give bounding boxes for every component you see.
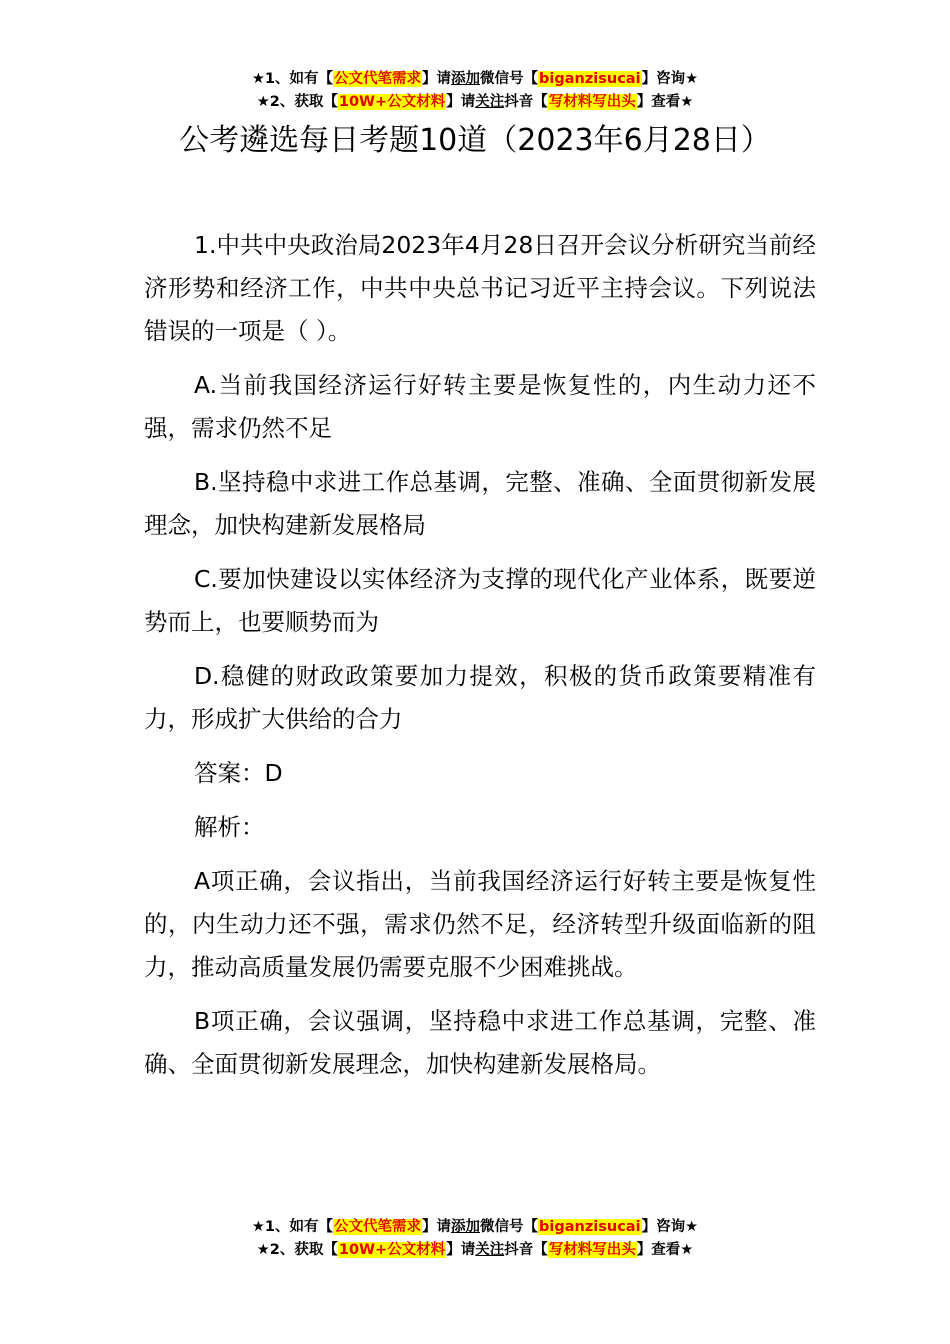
promo-highlight: 10W+公文材料 bbox=[338, 1242, 446, 1258]
promo-text: 】请 bbox=[446, 94, 476, 110]
promo-text: 】请 bbox=[422, 1219, 452, 1235]
promo-text: 】咨询★ bbox=[641, 71, 699, 87]
promo-text: ★1、如有【 bbox=[251, 71, 334, 87]
promo-line-1 bbox=[0, 68, 950, 91]
analysis-a: A项正确，会议指出，当前我国经济运行好转主要是恢复性的，内生动力还不强，需求仍然不足，经济转型升级面临新的阻力，推动高质量发展仍需要克服不少困难挑战。 bbox=[144, 867, 816, 981]
option-c: C.要加快建设以实体经济为支撑的现代化产业体系，既要逆势而上，也要顺势而为 bbox=[144, 565, 816, 636]
promo-underlined-text: 关注 bbox=[475, 1242, 505, 1258]
top-promo-banner bbox=[0, 68, 950, 114]
analysis-heading: 解析： bbox=[194, 813, 265, 841]
promo-highlight: 公文代笔需求 bbox=[334, 1219, 422, 1235]
promo-text: 】查看★ bbox=[636, 94, 694, 110]
promo-text: 抖音【 bbox=[504, 94, 548, 110]
promo-line-2 bbox=[0, 91, 950, 114]
promo-highlight: 写材料写出头 bbox=[548, 1242, 636, 1258]
promo-underlined-text: 添加 bbox=[451, 1219, 481, 1235]
promo-highlight: 写材料写出头 bbox=[548, 94, 636, 110]
promo-text: 微信号【 bbox=[480, 71, 539, 87]
promo-highlight: 10W+公文材料 bbox=[338, 94, 446, 110]
promo-underlined-text: 关注 bbox=[475, 94, 505, 110]
promo-text: ★2、获取【 bbox=[256, 1242, 338, 1258]
promo-text: 】查看★ bbox=[636, 1242, 694, 1258]
promo-line-2 bbox=[0, 1239, 950, 1262]
answer: 答案：D bbox=[194, 759, 283, 787]
bottom-promo-banner bbox=[0, 1216, 950, 1262]
option-d: D.稳健的财政政策要加力提效，积极的货币政策要精准有力，形成扩大供给的合力 bbox=[144, 662, 816, 733]
promo-text: ★1、如有【 bbox=[251, 1219, 334, 1235]
promo-text: 微信号【 bbox=[480, 1219, 539, 1235]
promo-text: 】请 bbox=[446, 1242, 476, 1258]
promo-highlight: biganzisucai bbox=[539, 1219, 641, 1235]
option-a: A.当前我国经济运行好转主要是恢复性的，内生动力还不强，需求仍然不足 bbox=[144, 371, 816, 442]
analysis-b: B项正确，会议强调，坚持稳中求进工作总基调，完整、准确、全面贯彻新发展理念，加快构建新发展格局。 bbox=[144, 1007, 816, 1078]
option-b: B.坚持稳中求进工作总基调，完整、准确、全面贯彻新发展理念，加快构建新发展格局 bbox=[144, 468, 816, 539]
promo-text: ★2、获取【 bbox=[256, 94, 338, 110]
promo-text: 】请 bbox=[422, 71, 452, 87]
promo-highlight: biganzisucai bbox=[539, 71, 641, 87]
document-title: 公考遴选每日考题10道（2023年6月28日） bbox=[179, 123, 771, 158]
promo-underlined-text: 添加 bbox=[451, 71, 481, 87]
promo-text: 抖音【 bbox=[504, 1242, 548, 1258]
question-stem: 1.中共中央政治局2023年4月28日召开会议分析研究当前经济形势和经济工作，中共中央总书记习近平主持会议。下列说法错误的一项是（ ）。 bbox=[144, 231, 816, 345]
promo-text: 】咨询★ bbox=[641, 1219, 699, 1235]
document-body bbox=[144, 224, 816, 1097]
promo-highlight: 公文代笔需求 bbox=[334, 71, 422, 87]
promo-line-1 bbox=[0, 1216, 950, 1239]
